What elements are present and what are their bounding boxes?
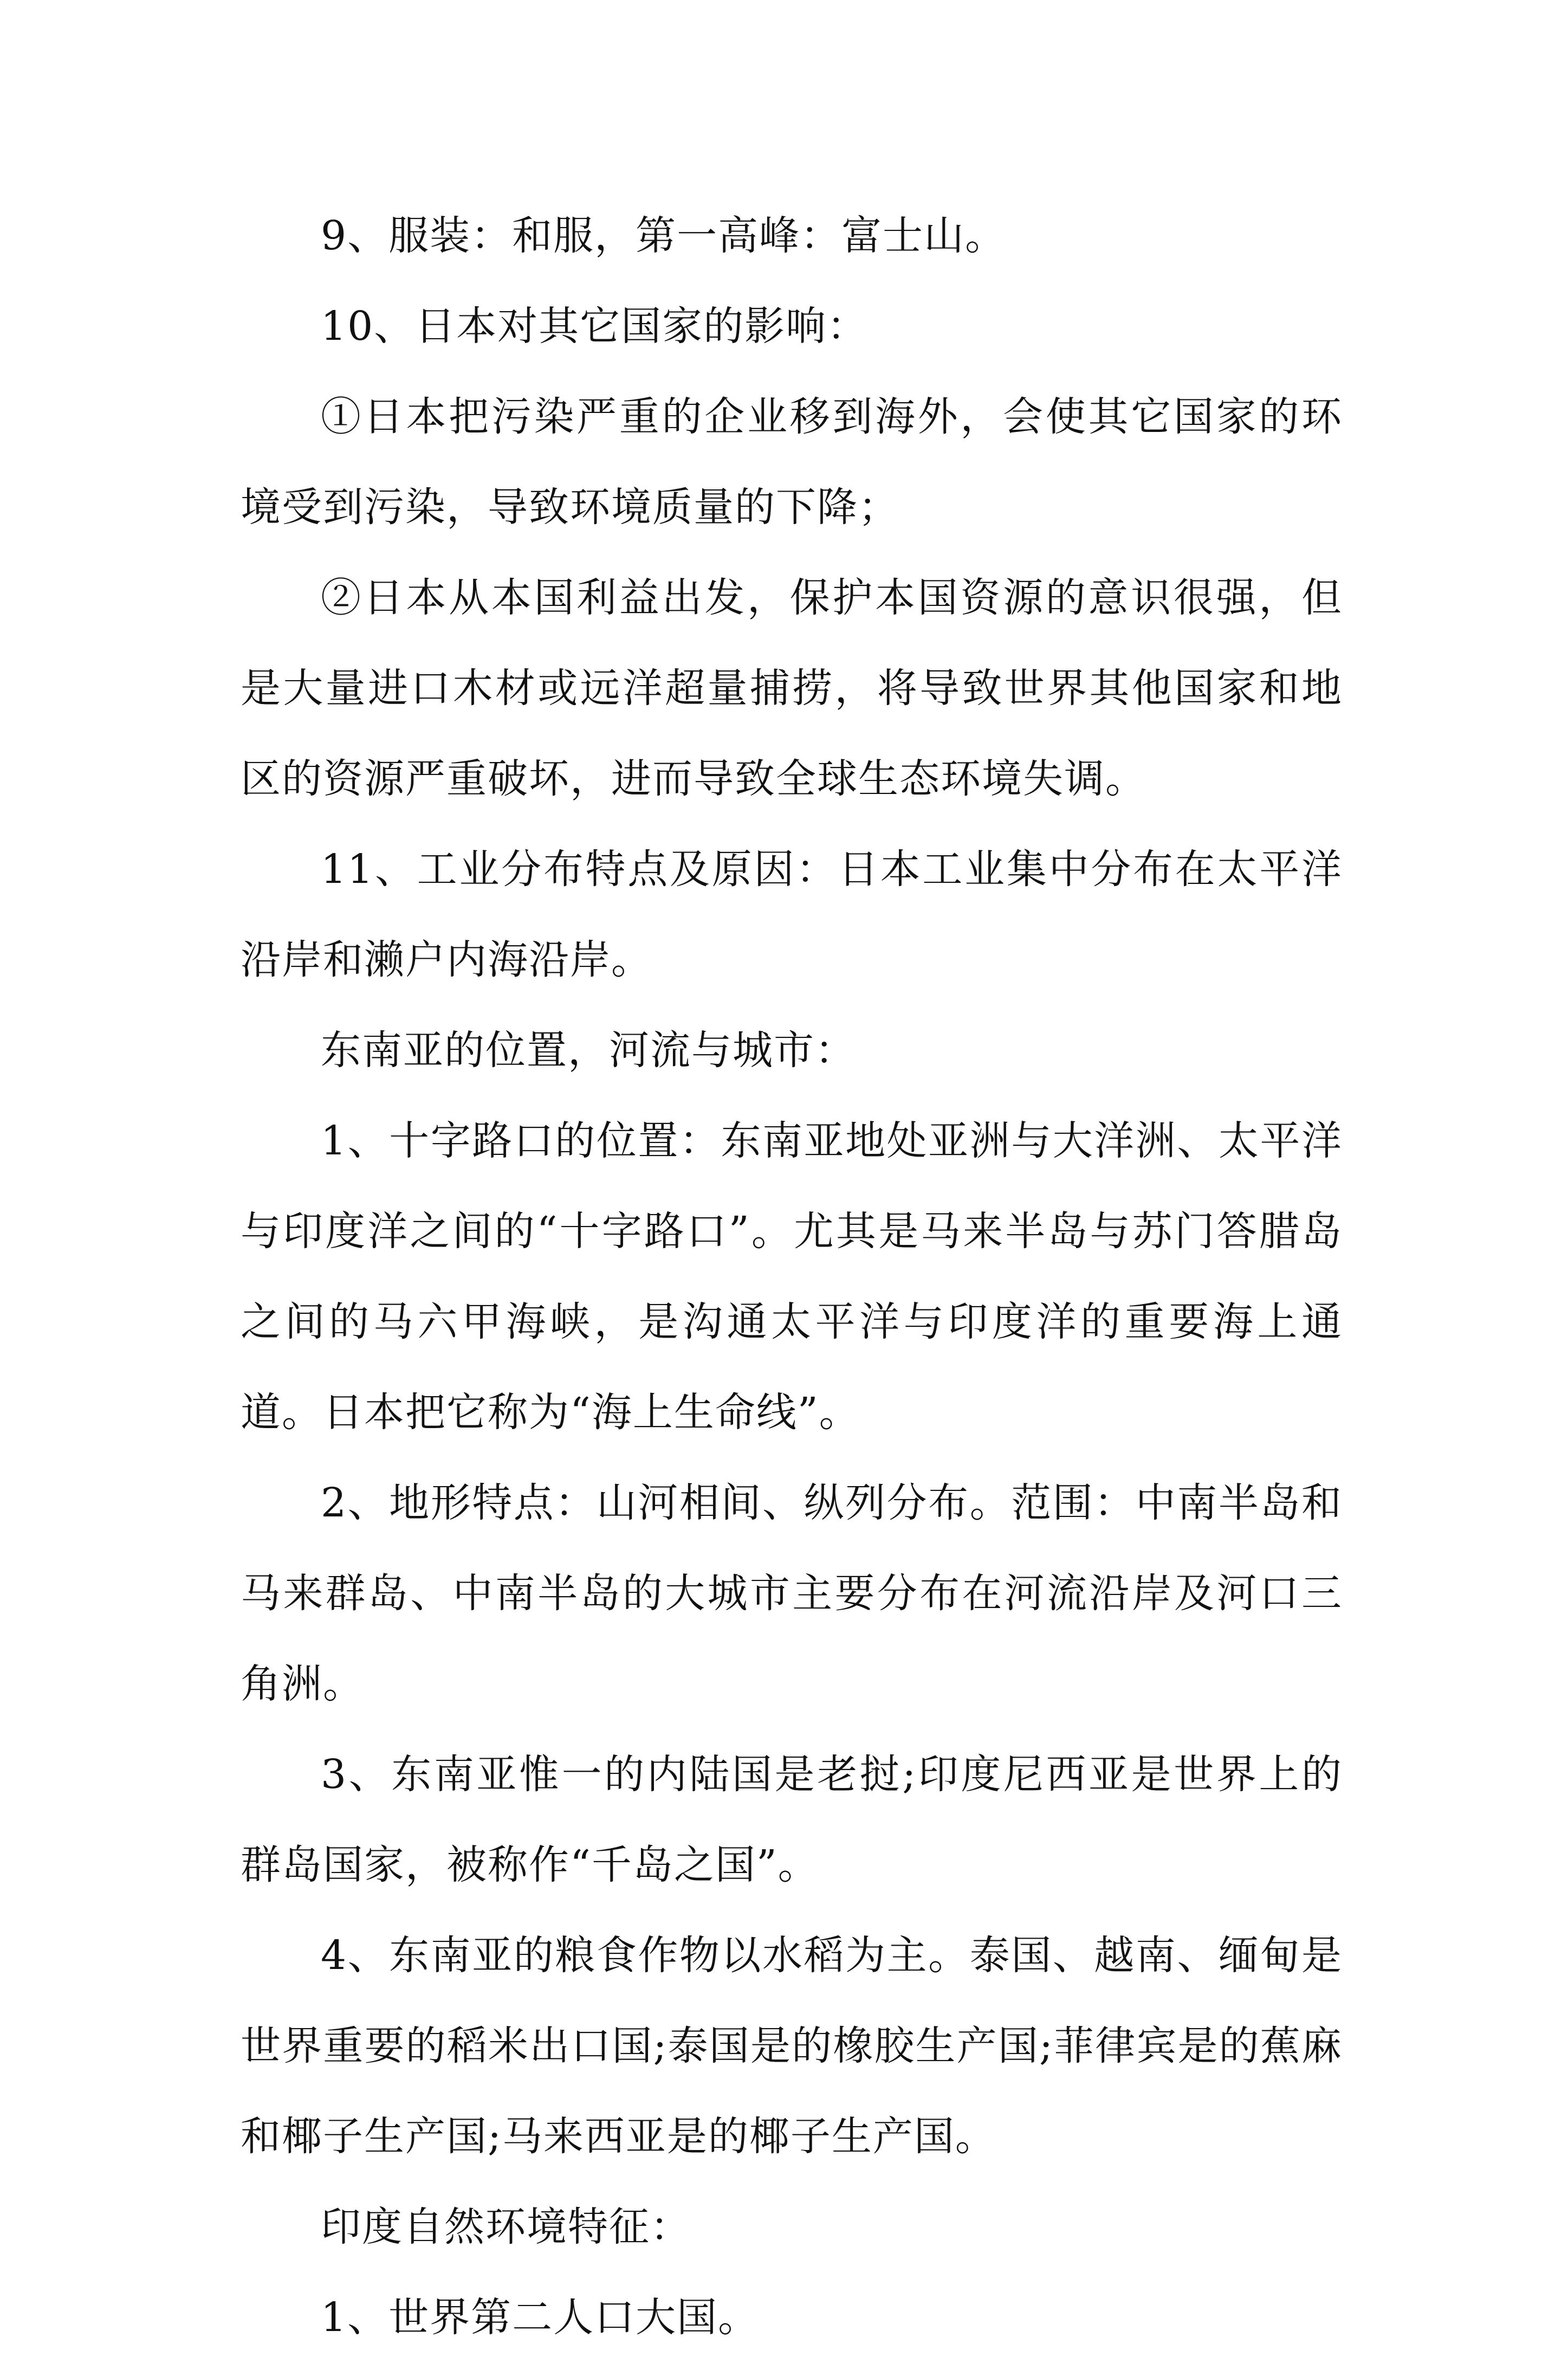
paragraph-japan-influence-2: ②日本从本国利益出发，保护本国资源的意识很强，但是大量进口木材或远洋超量捕捞，将导致世界其他国家和地区的资源严重破坏，进而导致全球生态环境失调。 — [241, 574, 1343, 802]
paragraph-clothing-and-peak: 9、服装：和服，第一高峰：富士山。 — [321, 212, 1007, 259]
paragraph-japan-influence-heading: 10、日本对其它国家的影响： — [321, 303, 869, 350]
paragraph-terrain-features: 2、地形特点：山河相间、纵列分布。范围：中南半岛和马来群岛、中南半岛的大城市主要分布在河流沿岸及河口三角洲。 — [241, 1480, 1343, 1707]
paragraph-landlocked-country: 3、东南亚惟一的内陆国是老挝;印度尼西亚是世界上的群岛国家，被称作“千岛之国”。 — [241, 1751, 1343, 1888]
document-page — [241, 191, 1343, 2363]
paragraph-crossroads-location: 1、十字路口的位置：东南亚地处亚洲与大洋洲、太平洋与印度洋之间的“十字路口”。尤其是马来半岛与苏门答腊岛之间的马六甲海峡，是沟通太平洋与印度洋的重要海上通道。日本把它称为“海上生命线”。 — [241, 1118, 1343, 1436]
paragraph-industry-distribution: 11、工业分布特点及原因：日本工业集中分布在太平洋沿岸和濑户内海沿岸。 — [241, 846, 1343, 983]
heading-southeast-asia: 东南亚的位置，河流与城市： — [321, 1027, 856, 1074]
paragraph-japan-influence-1: ①日本把污染严重的企业移到海外，会使其它国家的环境受到污染，导致环境质量的下降； — [241, 393, 1343, 531]
paragraph-india-population: 1、世界第二人口大国。 — [321, 2294, 760, 2341]
paragraph-food-crops: 4、东南亚的粮食作物以水稻为主。泰国、越南、缅甸是世界重要的稻米出口国;泰国是的橡胶生产国;菲律宾是的蕉麻和椰子生产国;马来西亚是的椰子生产国。 — [241, 1932, 1343, 2160]
heading-india-environment: 印度自然环境特征： — [321, 2204, 691, 2250]
